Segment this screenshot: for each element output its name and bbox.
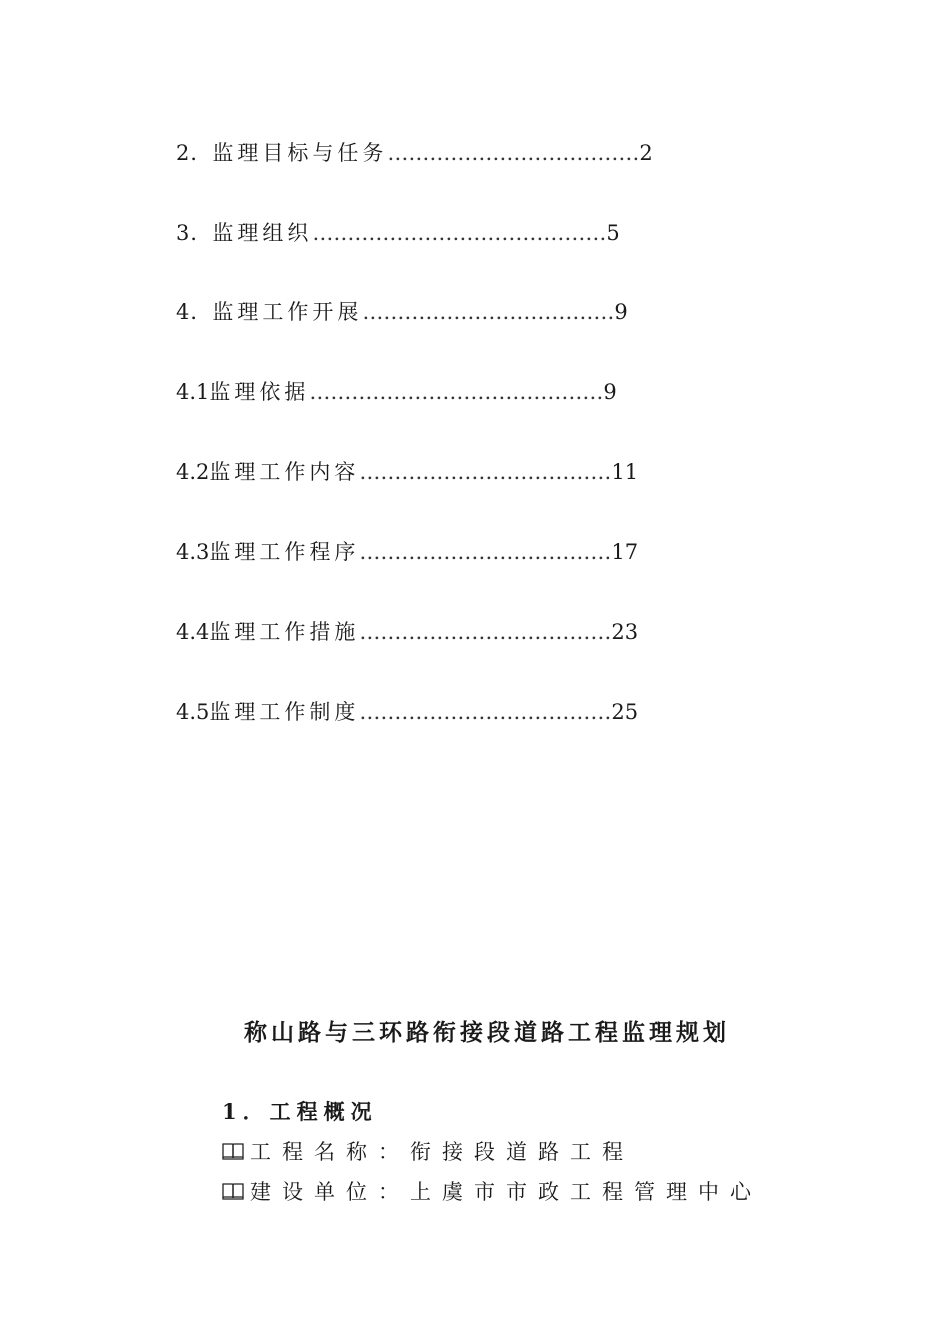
section-heading: 1．工程概况 (222, 1099, 378, 1124)
toc-entry[interactable] (176, 219, 620, 247)
client-text: 建设单位：上虞市市政工程管理中心 (250, 1180, 762, 1204)
toc-entry-page: 11 (611, 460, 639, 484)
document-title: 称山路与三环路衔接段道路工程监理规划 (244, 1019, 730, 1046)
toc-entry-number: 4.4 (176, 620, 210, 644)
toc-entry-leader: ……………………………… (387, 141, 640, 165)
toc-entry-title: 监理工作内容 (209, 460, 360, 484)
toc-entry-title: 监理工作制度 (209, 700, 360, 724)
toc-entry-number: 4.2 (176, 460, 210, 484)
toc-entry[interactable] (176, 378, 617, 406)
project-name-text: 工程名称：衔接段道路工程 (250, 1140, 634, 1164)
toc-entry-title: 监理工作开展 (212, 300, 363, 324)
book-icon (222, 1182, 244, 1200)
toc-entry[interactable] (176, 298, 628, 326)
toc-entry-leader: ……………………………… (359, 620, 612, 644)
toc-entry-title: 监理工作程序 (209, 540, 360, 564)
client-line (222, 1176, 762, 1206)
toc-entry[interactable] (176, 538, 638, 566)
toc-entry-title: 监理工作措施 (209, 620, 360, 644)
toc-entry[interactable] (176, 458, 638, 486)
toc-entry-title: 监理组织 (212, 221, 313, 245)
toc-entry-page: 17 (611, 540, 639, 564)
toc-entry-title: 监理依据 (209, 380, 310, 404)
toc-entry[interactable] (176, 698, 638, 726)
toc-entry-number: 4.5 (176, 700, 210, 724)
toc-entry-number: 4.1 (176, 380, 210, 404)
toc-entry-number: 2． (176, 141, 213, 165)
book-icon (222, 1142, 244, 1160)
toc-entry[interactable] (176, 139, 653, 167)
toc-entry-leader: ……………………………… (362, 300, 615, 324)
toc-entry-number: 4.3 (176, 540, 210, 564)
toc-entry[interactable] (176, 618, 638, 646)
toc-entry-leader: …………………………………… (312, 221, 607, 245)
project-name-line (222, 1136, 634, 1166)
toc-entry-number: 4． (176, 300, 213, 324)
toc-entry-page: 5 (606, 221, 620, 245)
toc-entry-title: 监理目标与任务 (212, 141, 388, 165)
toc-entry-page: 9 (614, 300, 628, 324)
toc-entry-page: 23 (611, 620, 639, 644)
toc-entry-number: 3． (176, 221, 213, 245)
toc-entry-leader: …………………………………… (309, 380, 604, 404)
toc-entry-page: 2 (639, 141, 653, 165)
toc-entry-leader: ……………………………… (359, 540, 612, 564)
toc-entry-page: 25 (611, 700, 639, 724)
toc-entry-page: 9 (603, 380, 617, 404)
toc-entry-leader: ……………………………… (359, 460, 612, 484)
toc-entry-leader: ……………………………… (359, 700, 612, 724)
